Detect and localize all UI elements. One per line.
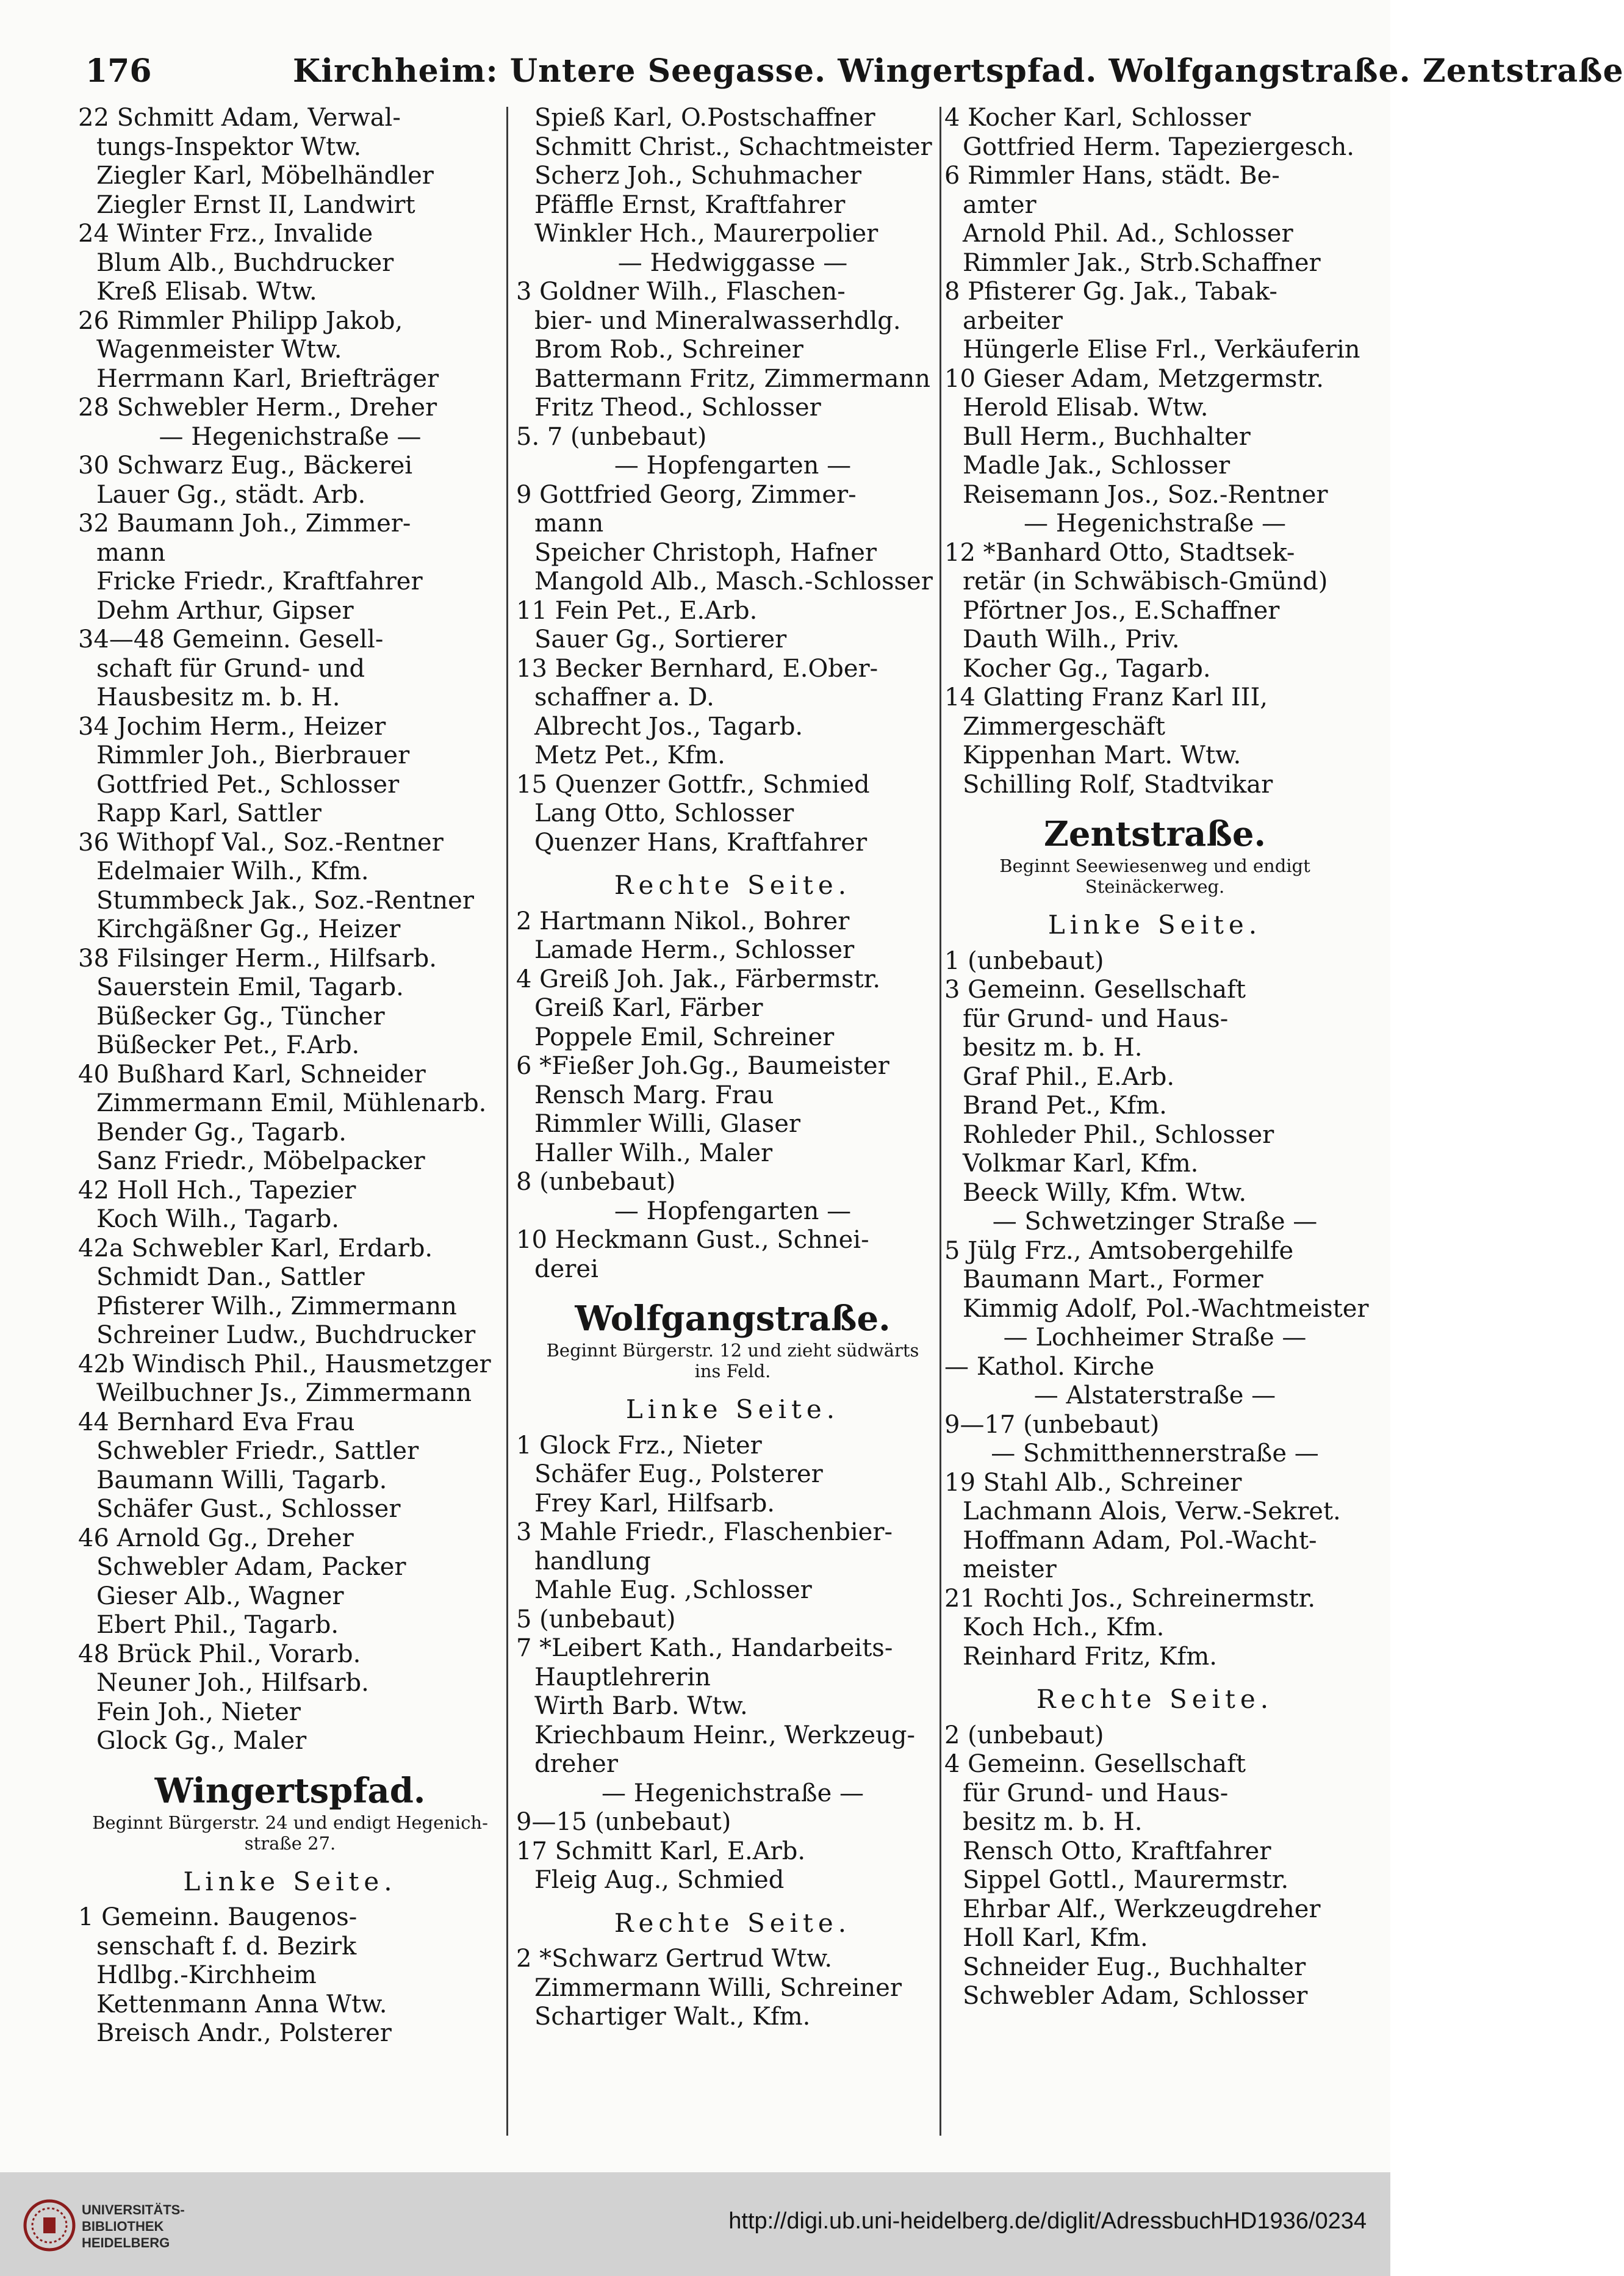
entry-line: Schwebler Adam, Packer (96, 1553, 406, 1581)
entry-line: für Grund- und Haus- (963, 1779, 1229, 1807)
entry-line: 42 Holl Hch., Tapezier (78, 1176, 356, 1205)
side-heading-left: Linke Seite. (1047, 910, 1262, 940)
entry-line: meister (963, 1555, 1057, 1583)
wolfgangstrasse-left-entries (516, 1432, 949, 1895)
section-title-wingertspfad: Wingertspfad. (154, 1770, 426, 1811)
section-description: ins Feld. (694, 1361, 771, 1381)
entry-line: Kocher Gg., Tagarb. (963, 654, 1211, 683)
running-title: Kirchheim: Untere Seegasse. Wingertspfad. Wolfgangstraße. Zentstraße (293, 52, 1624, 90)
entry-line: Spieß Karl, O.Postschaffner (534, 104, 875, 132)
entry-line: — Alstaterstraße — (1033, 1381, 1276, 1410)
entry-line: Gieser Alb., Wagner (96, 1582, 344, 1610)
entry-line: 4 Kocher Karl, Schlosser (944, 104, 1251, 132)
column-2 (516, 104, 949, 2172)
entry-line: besitz m. b. H. (963, 1034, 1143, 1062)
entry-line: Quenzer Hans, Kraftfahrer (534, 828, 868, 857)
entry-line: amter (963, 190, 1037, 219)
entry-line: Fein Joh., Nieter (96, 1698, 301, 1726)
entry-line: Reinhard Fritz, Kfm. (963, 1642, 1217, 1671)
entry-line: Lauer Gg., städt. Arb. (96, 480, 366, 509)
entry-line: Dehm Arthur, Gipser (96, 596, 354, 625)
entry-line: derei (534, 1255, 598, 1283)
entry-line: Stummbeck Jak., Soz.-Rentner (96, 886, 474, 915)
side-heading-right: Rechte Seite. (614, 870, 852, 900)
entry-line: Schreiner Ludw., Buchdrucker (96, 1321, 476, 1349)
entry-line: 42b Windisch Phil., Hausmetzger (78, 1350, 491, 1378)
wolfgangstrasse-right-entries (516, 1945, 949, 2032)
entry-line: Winkler Hch., Maurerpolier (534, 220, 878, 248)
entry-line: Pfäffle Ernst, Kraftfahrer (534, 190, 846, 219)
entry-line: Lang Otto, Schlosser (534, 799, 794, 827)
entry-line: Arnold Phil. Ad., Schlosser (963, 220, 1293, 248)
entry-line: 10 Gieser Adam, Metzgermstr. (944, 364, 1324, 393)
entry-line: Schneider Eug., Buchhalter (963, 1953, 1306, 1981)
entry-line: Reisemann Jos., Soz.-Rentner (963, 480, 1328, 509)
entry-line: Glock Gg., Maler (96, 1727, 307, 1755)
entry-line: 6 *Fießer Joh.Gg., Baumeister (516, 1052, 889, 1080)
entry-line: 11 Fein Pet., E.Arb. (516, 596, 758, 625)
entry-line: Kimmig Adolf, Pol.-Wachtmeister (963, 1294, 1369, 1323)
entry-line: 9—17 (unbebaut) (944, 1410, 1160, 1439)
entry-line: Mahle Eug. ,Schlosser (534, 1576, 812, 1604)
entry-line: 3 Goldner Wilh., Flaschen- (516, 278, 846, 306)
entry-line: Pfisterer Wilh., Zimmermann (96, 1292, 457, 1320)
entry-line: Sauer Gg., Sortierer (534, 625, 787, 654)
entry-line: Schäfer Gust., Schlosser (96, 1495, 401, 1523)
side-heading-right: Rechte Seite. (614, 1907, 852, 1938)
entry-line: Hauptlehrerin (534, 1663, 711, 1691)
entry-line: Herrmann Karl, Briefträger (96, 364, 439, 393)
entry-line: Brand Pet., Kfm. (963, 1092, 1167, 1120)
entry-line: 12 *Banhard Otto, Stadtsek- (944, 538, 1295, 567)
entry-line: Koch Wilh., Tagarb. (96, 1205, 339, 1233)
entry-line: 3 Mahle Friedr., Flaschenbier- (516, 1518, 893, 1546)
entry-line: handlung (534, 1547, 651, 1576)
column-1 (78, 104, 502, 2172)
entry-line: 48 Brück Phil., Vorarb. (78, 1640, 361, 1668)
entry-line: 32 Baumann Joh., Zimmer- (78, 510, 411, 538)
entry-line: 3 Gemeinn. Gesellschaft (944, 976, 1246, 1004)
entry-line: 34—48 Gemeinn. Gesell- (78, 625, 384, 654)
entry-line: für Grund- und Haus- (963, 1004, 1229, 1033)
entry-line: Kippenhan Mart. Wtw. (963, 741, 1241, 769)
entry-line: Ziegler Ernst II, Landwirt (96, 190, 415, 219)
entry-line: — Hedwiggasse — (617, 248, 848, 277)
entry-line: mann (534, 510, 604, 538)
entry-line: 8 (unbebaut) (516, 1168, 676, 1196)
page-number: 176 (85, 52, 152, 90)
entry-line: Battermann Fritz, Zimmermann (534, 364, 930, 393)
wingertspfad-entries (78, 1903, 502, 2048)
viewer-footer (0, 2172, 1390, 2276)
entry-line: 5 Jülg Frz., Amtsobergehilfe (944, 1236, 1294, 1265)
entry-line: Speicher Christoph, Hafner (534, 538, 877, 567)
side-heading-right: Rechte Seite. (1036, 1684, 1274, 1714)
seegasse-entries-continued (516, 104, 949, 857)
entry-line: Metz Pet., Kfm. (534, 741, 725, 769)
entry-line: Herold Elisab. Wtw. (963, 394, 1209, 422)
entry-line: Rapp Karl, Sattler (96, 799, 322, 827)
entry-line: — Schwetzinger Straße — (992, 1208, 1318, 1236)
entry-line: — Lochheimer Straße — (1003, 1323, 1307, 1352)
entry-line: Sanz Friedr., Möbelpacker (96, 1147, 425, 1175)
zentstrasse-left-entries (944, 946, 1369, 1672)
entry-line: 17 Schmitt Karl, E.Arb. (516, 1837, 806, 1865)
page-header (85, 44, 1624, 99)
entry-line: 38 Filsinger Herm., Hilfsarb. (78, 944, 437, 973)
library-name (82, 2202, 240, 2251)
entry-line: 30 Schwarz Eug., Bäckerei (78, 452, 413, 480)
entry-line: Hüngerle Elise Frl., Verkäuferin (963, 336, 1360, 364)
entry-line: Madle Jak., Schlosser (963, 452, 1231, 480)
entry-line: 42a Schwebler Karl, Erdarb. (78, 1234, 433, 1262)
entry-line: Wagenmeister Wtw. (96, 336, 342, 364)
entry-line: Gottfried Herm. Tapeziergesch. (963, 132, 1354, 161)
entry-line: besitz m. b. H. (963, 1808, 1143, 1836)
entry-line: Graf Phil., E.Arb. (963, 1062, 1175, 1091)
entry-line: Zimmermann Willi, Schreiner (534, 1973, 902, 2002)
entry-line: 9—15 (unbebaut) (516, 1808, 731, 1836)
entry-line: Schwebler Friedr., Sattler (96, 1437, 419, 1465)
entry-line: 5. 7 (unbebaut) (516, 422, 707, 451)
entry-line: 46 Arnold Gg., Dreher (78, 1524, 354, 1552)
entry-line: — Hegenichstraße — (602, 1779, 864, 1807)
entry-line: 15 Quenzer Gottfr., Schmied (516, 770, 870, 799)
entry-line: Lamade Herm., Schlosser (534, 936, 855, 964)
section-description: Steinäckerweg. (1085, 876, 1225, 897)
entry-line: Schäfer Eug., Polsterer (534, 1460, 823, 1488)
entry-line: Albrecht Jos., Tagarb. (534, 712, 803, 741)
entry-line: — Schmitthennerstraße — (991, 1439, 1319, 1468)
wolfgangstrasse-entries-continued (944, 104, 1365, 799)
section-description: Beginnt Seewiesenweg und endigt (999, 855, 1310, 876)
entry-line: Zimmermann Emil, Mühlenarb. (96, 1089, 487, 1117)
entry-line: Haller Wilh., Maler (534, 1139, 773, 1167)
entry-line: 5 (unbebaut) (516, 1605, 676, 1633)
entry-line: Schartiger Walt., Kfm. (534, 2003, 811, 2031)
entry-line: 7 *Leibert Kath., Handarbeits- (516, 1634, 893, 1662)
source-url-link[interactable]: http://digi.ub.uni-heidelberg.de/diglit/AdressbuchHD1936/0234 (728, 2208, 1367, 2234)
entry-line: Sippel Gottl., Maurermstr. (963, 1866, 1289, 1894)
entry-line: 4 Greiß Joh. Jak., Färbermstr. (516, 965, 881, 993)
entry-line: Mangold Alb., Masch.-Schlosser (534, 567, 933, 596)
entry-line: Holl Karl, Kfm. (963, 1924, 1148, 1952)
entry-line: Weilbuchner Js., Zimmermann (96, 1379, 472, 1407)
entry-line: Kriechbaum Heinr., Werkzeug- (534, 1721, 915, 1749)
entry-line: Ziegler Karl, Möbelhändler (96, 162, 434, 190)
entry-line: Ehrbar Alf., Werkzeugdreher (963, 1895, 1321, 1923)
section-title-zentstrasse: Zentstraße. (1044, 814, 1266, 854)
entry-line: 24 Winter Frz., Invalide (78, 220, 373, 248)
entry-line: Kettenmann Anna Wtw. (96, 1990, 387, 2019)
entry-line: retär (in Schwäbisch-Gmünd) (963, 567, 1328, 596)
entry-line: Brom Rob., Schreiner (534, 336, 803, 364)
entry-line: 10 Heckmann Gust., Schnei- (516, 1226, 869, 1254)
entry-line: 44 Bernhard Eva Frau (78, 1408, 355, 1436)
entry-line: mann (96, 538, 166, 567)
entry-line: 1 Gemeinn. Baugenos- (78, 1903, 357, 1931)
entry-line: Fricke Friedr., Kraftfahrer (96, 567, 423, 596)
seegasse-right-entries (516, 907, 949, 1284)
entry-line: Büßecker Pet., F.Arb. (96, 1031, 360, 1059)
entry-line: Fleig Aug., Schmied (534, 1866, 785, 1894)
entry-line: Baumann Willi, Tagarb. (96, 1466, 387, 1494)
library-name-line: UNIVERSITÄTS- (82, 2202, 185, 2217)
entry-line: — Kathol. Kirche (944, 1352, 1155, 1381)
section-description: Beginnt Bürgerstr. 24 und endigt Hegenich- (92, 1812, 488, 1833)
entry-line: 40 Bußhard Karl, Schneider (78, 1060, 426, 1089)
entry-line: Rensch Marg. Frau (534, 1081, 774, 1109)
entry-line: — Hegenichstraße — (159, 422, 422, 451)
entry-line: Rimmler Joh., Bierbrauer (96, 741, 410, 769)
entry-line: — Hopfengarten — (614, 1197, 852, 1225)
entry-line: 36 Withopf Val., Soz.-Rentner (78, 828, 444, 857)
untere-seegasse-entries (78, 104, 502, 1756)
entry-line: senschaft f. d. Bezirk (96, 1932, 357, 1961)
column-3 (944, 104, 1369, 2172)
entry-line: Ebert Phil., Tagarb. (96, 1611, 339, 1639)
entry-line: 14 Glatting Franz Karl III, (944, 683, 1268, 711)
library-name-line: BIBLIOTHEK (82, 2219, 164, 2234)
entry-line: Sauerstein Emil, Tagarb. (96, 973, 404, 1001)
entry-line: dreher (534, 1750, 618, 1778)
entry-line: Lachmann Alois, Verw.-Sekret. (963, 1497, 1341, 1525)
entry-line: 1 (unbebaut) (944, 946, 1104, 975)
section-title-wolfgangstrasse: Wolfgangstraße. (575, 1298, 891, 1339)
entry-line: 26 Rimmler Philipp Jakob, (78, 306, 403, 335)
zentstrasse-right-entries (944, 1721, 1365, 2011)
section-description: Beginnt Bürgerstr. 12 und zieht südwärts (546, 1340, 919, 1361)
entry-line: Schmidt Dan., Sattler (96, 1263, 365, 1291)
entry-line: 28 Schwebler Herm., Dreher (78, 394, 437, 422)
entry-line: 6 Rimmler Hans, städt. Be- (944, 162, 1280, 190)
entry-line: — Hegenichstraße — (1024, 510, 1286, 538)
section-description: straße 27. (244, 1832, 336, 1854)
entry-line: 2 Hartmann Nikol., Bohrer (516, 907, 850, 935)
entry-line: Baumann Mart., Former (963, 1266, 1263, 1294)
entry-line: 34 Jochim Herm., Heizer (78, 712, 386, 741)
entry-line: Hoffmann Adam, Pol.-Wacht- (963, 1526, 1317, 1555)
entry-line: Volkmar Karl, Kfm. (963, 1150, 1199, 1178)
entry-line: bier- und Mineralwasserhdlg. (534, 306, 901, 335)
entry-line: Rohleder Phil., Schlosser (963, 1120, 1274, 1149)
entry-line: Poppele Emil, Schreiner (534, 1023, 835, 1051)
entry-line: Hdlbg.-Kirchheim (96, 1961, 317, 1989)
entry-line: Blum Alb., Buchdrucker (96, 248, 394, 277)
entry-line: 8 Pfisterer Gg. Jak., Tabak- (944, 278, 1277, 306)
entry-line: Greiß Karl, Färber (534, 994, 763, 1022)
entry-line: 22 Schmitt Adam, Verwal- (78, 104, 401, 132)
entry-line: Pförtner Jos., E.Schaffner (963, 596, 1280, 625)
entry-line: schaffner a. D. (534, 683, 714, 711)
entry-line: Frey Karl, Hilfsarb. (534, 1489, 775, 1518)
library-name-line: HEIDELBERG (82, 2235, 170, 2250)
entry-line: Schilling Rolf, Stadtvikar (963, 770, 1273, 799)
entry-line: Bull Herm., Buchhalter (963, 422, 1251, 451)
entry-line: Kirchgäßner Gg., Heizer (96, 915, 401, 943)
entry-line: arbeiter (963, 306, 1063, 335)
entry-line: Koch Hch., Kfm. (963, 1613, 1165, 1641)
entry-line: — Hopfengarten — (614, 452, 852, 480)
entry-line: Dauth Wilh., Priv. (963, 625, 1180, 654)
entry-line: schaft für Grund- und (96, 654, 365, 683)
entry-line: Fritz Theod., Schlosser (534, 394, 821, 422)
entry-line: 13 Becker Bernhard, E.Ober- (516, 654, 878, 683)
entry-line: Neuner Joh., Hilfsarb. (96, 1669, 369, 1697)
side-heading-left: Linke Seite. (625, 1394, 840, 1424)
entry-line: 4 Gemeinn. Gesellschaft (944, 1750, 1246, 1778)
entry-line: Zimmergeschäft (963, 712, 1165, 741)
entry-line: Rimmler Willi, Glaser (534, 1110, 800, 1138)
entry-line: 21 Rochti Jos., Schreinermstr. (944, 1584, 1316, 1613)
entry-line: 2 (unbebaut) (944, 1721, 1104, 1749)
entry-line: 9 Gottfried Georg, Zimmer- (516, 480, 857, 509)
entry-line: Breisch Andr., Polsterer (96, 2019, 392, 2047)
entry-line: Hausbesitz m. b. H. (96, 683, 340, 711)
university-library-logo-icon (23, 2199, 76, 2252)
entry-line: Büßecker Gg., Tüncher (96, 1002, 385, 1031)
entry-line: 19 Stahl Alb., Schreiner (944, 1468, 1242, 1497)
entry-line: Rensch Otto, Kraftfahrer (963, 1837, 1271, 1865)
entry-line: Beeck Willy, Kfm. Wtw. (963, 1178, 1247, 1207)
entry-line: Schmitt Christ., Schachtmeister (534, 132, 932, 161)
entry-line: tungs-Inspektor Wtw. (96, 132, 362, 161)
entry-line: Bender Gg., Tagarb. (96, 1118, 347, 1147)
entry-line: Scherz Joh., Schuhmacher (534, 162, 861, 190)
entry-line: Rimmler Jak., Strb.Schaffner (963, 248, 1321, 277)
entry-line: 2 *Schwarz Gertrud Wtw. (516, 1945, 833, 1973)
entry-line: 1 Glock Frz., Nieter (516, 1431, 762, 1460)
column-divider (506, 107, 508, 2136)
side-heading-left: Linke Seite. (183, 1866, 397, 1896)
entry-line: Edelmaier Wilh., Kfm. (96, 857, 369, 885)
entry-line: Schwebler Adam, Schlosser (963, 1982, 1308, 2010)
entry-line: Gottfried Pet., Schlosser (96, 770, 400, 799)
entry-line: Kreß Elisab. Wtw. (96, 278, 317, 306)
entry-line: Wirth Barb. Wtw. (534, 1692, 748, 1720)
